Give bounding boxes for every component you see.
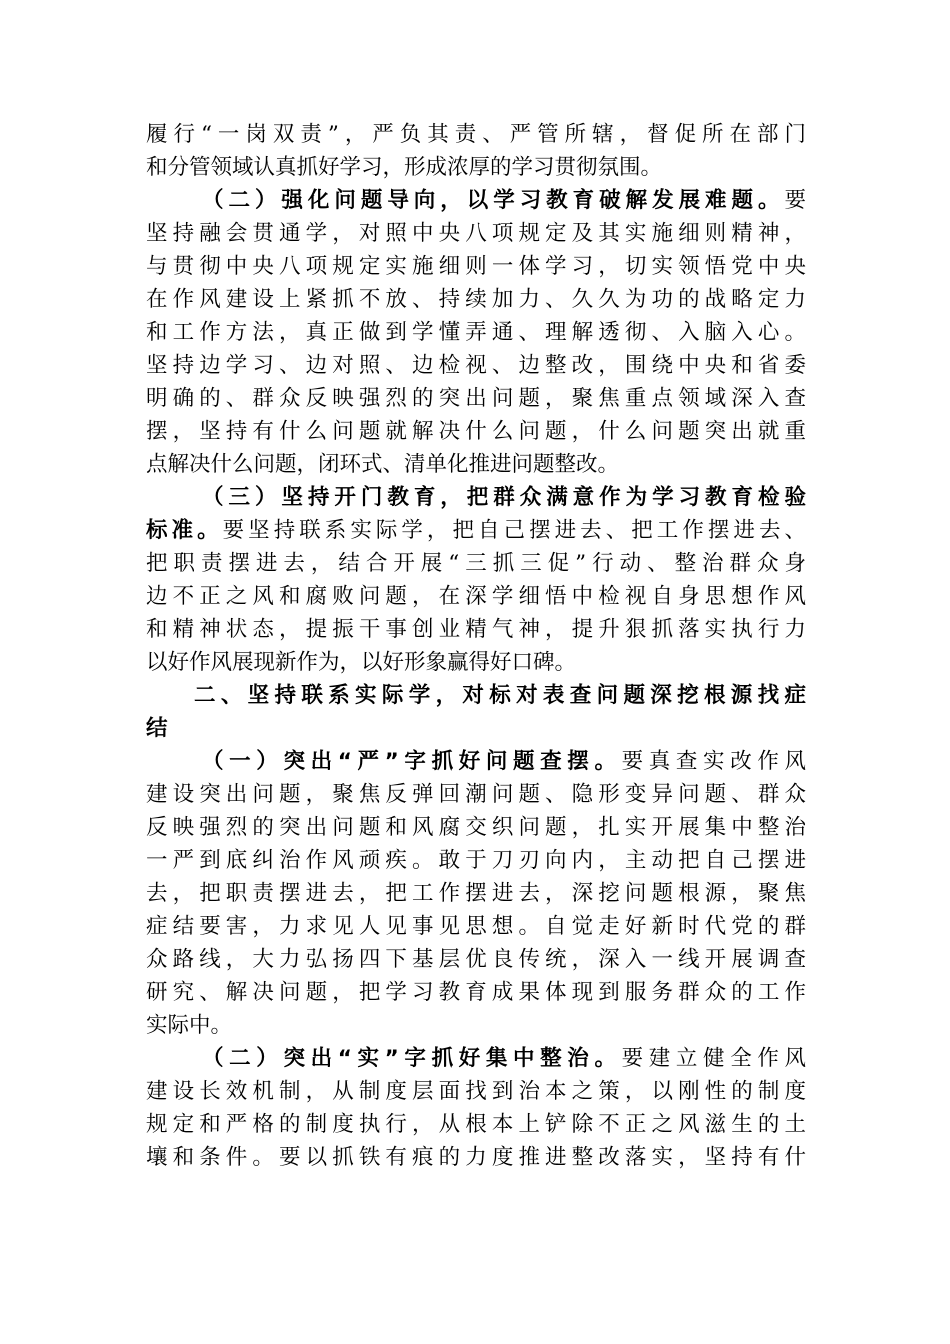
text-line (146, 844, 806, 877)
body-text: 点解决什么问题，闭环式、清单化推进问题整改。 (146, 452, 620, 477)
body-text: 众路线，大力弘扬四下基层优良传统，深入一线开展调查 (146, 947, 806, 972)
text-line (146, 976, 806, 1009)
text-line (146, 1141, 806, 1174)
text-line (146, 1075, 806, 1108)
body-text: 和工作方法，真正做到学懂弄通、理解透彻、入脑入心。 (146, 320, 806, 345)
text-line (146, 448, 806, 481)
text-line (146, 1009, 806, 1042)
text-line (146, 415, 806, 448)
text-line (146, 514, 806, 547)
body-text: 履行“一岗双责”，严负其责、严管所辖，督促所在部门 (146, 122, 806, 147)
text-line (146, 250, 806, 283)
text-line (146, 316, 806, 349)
text-line (146, 217, 806, 250)
body-text: 在作风建设上紧抓不放、持续加力、久久为功的战略定力 (146, 287, 806, 312)
body-text: 壤和条件。要以抓铁有痕的力度推进整改落实，坚持有什 (146, 1145, 806, 1170)
body-text: 和精神状态，提振干事创业精气神，提升狠抓落实执行力 (146, 617, 806, 642)
text-line (146, 1042, 806, 1075)
body-text: 要真查实改作风 (621, 749, 806, 774)
text-line (146, 745, 806, 778)
body-text: 研究、解决问题，把学习教育成果体现到服务群众的工作 (146, 980, 806, 1005)
text-line (146, 712, 806, 745)
text-line (146, 910, 806, 943)
body-text: 坚持融会贯通学，对照中央八项规定及其实施细则精神， (146, 221, 806, 246)
body-text: 实际中。 (146, 1013, 233, 1038)
body-text: 边不正之风和腐败问题，在深学细悟中检视自身思想作风 (146, 584, 806, 609)
text-line (146, 943, 806, 976)
text-line (146, 679, 806, 712)
body-text: 去，把职责摆进去，把工作摆进去，深挖问题根源，聚焦 (146, 881, 806, 906)
bold-lead-text: （一）突出“严”字抓好问题查摆。 (202, 749, 622, 774)
text-line (146, 184, 806, 217)
text-line (146, 580, 806, 613)
body-text: 要坚持联系实际学，把自己摆进去、把工作摆进去、 (222, 518, 806, 543)
bold-lead-text: 二、坚持联系实际学，对标对表查问题深挖根源找症 (194, 683, 806, 708)
body-text: 要建立健全作风 (621, 1046, 806, 1071)
text-line (146, 778, 806, 811)
bold-lead-text: （二）强化问题导向，以学习教育破解发展难题。 (202, 188, 785, 213)
text-line (146, 646, 806, 679)
document-page (146, 118, 806, 1174)
body-text: 反映强烈的突出问题和风腐交织问题，扎实开展集中整治 (146, 815, 806, 840)
text-line (146, 349, 806, 382)
body-text: 建设突出问题，聚焦反弹回潮问题、隐形变异问题、群众 (146, 782, 806, 807)
text-line (146, 283, 806, 316)
body-text: 要 (784, 188, 806, 213)
text-line (146, 811, 806, 844)
text-line (146, 382, 806, 415)
body-text: 与贯彻中央八项规定实施细则一体学习，切实领悟党中央 (146, 254, 806, 279)
body-text: 规定和严格的制度执行，从根本上铲除不正之风滋生的土 (146, 1112, 806, 1137)
text-line (146, 613, 806, 646)
body-text: 坚持边学习、边对照、边检视、边整改，围绕中央和省委 (146, 353, 806, 378)
text-line (146, 1108, 806, 1141)
text-line (146, 118, 806, 151)
text-line (146, 151, 806, 184)
body-text: 建设长效机制，从制度层面找到治本之策，以刚性的制度 (146, 1079, 806, 1104)
bold-lead-text: 标准。 (146, 518, 223, 543)
body-text: 明确的、群众反映强烈的突出问题，聚焦重点领域深入查 (146, 386, 806, 411)
body-text: 症结要害，力求见人见事见思想。自觉走好新时代党的群 (146, 914, 806, 939)
body-text: 以好作风展现新作为，以好形象赢得好口碑。 (146, 650, 577, 675)
body-text: 和分管领域认真抓好学习，形成浓厚的学习贯彻氛围。 (146, 155, 663, 180)
bold-lead-text: （三）坚持开门教育，把群众满意作为学习教育检验 (202, 485, 806, 510)
body-text: 摆，坚持有什么问题就解决什么问题，什么问题突出就重 (146, 419, 806, 444)
body-text: 一严到底纠治作风顽疾。敢于刀刃向内，主动把自己摆进 (146, 848, 806, 873)
body-text: 把职责摆进去，结合开展“三抓三促”行动、整治群众身 (146, 551, 806, 576)
bold-lead-text: （二）突出“实”字抓好集中整治。 (202, 1046, 622, 1071)
bold-lead-text: 结 (146, 716, 168, 741)
text-line (146, 481, 806, 514)
text-line (146, 547, 806, 580)
text-line (146, 877, 806, 910)
